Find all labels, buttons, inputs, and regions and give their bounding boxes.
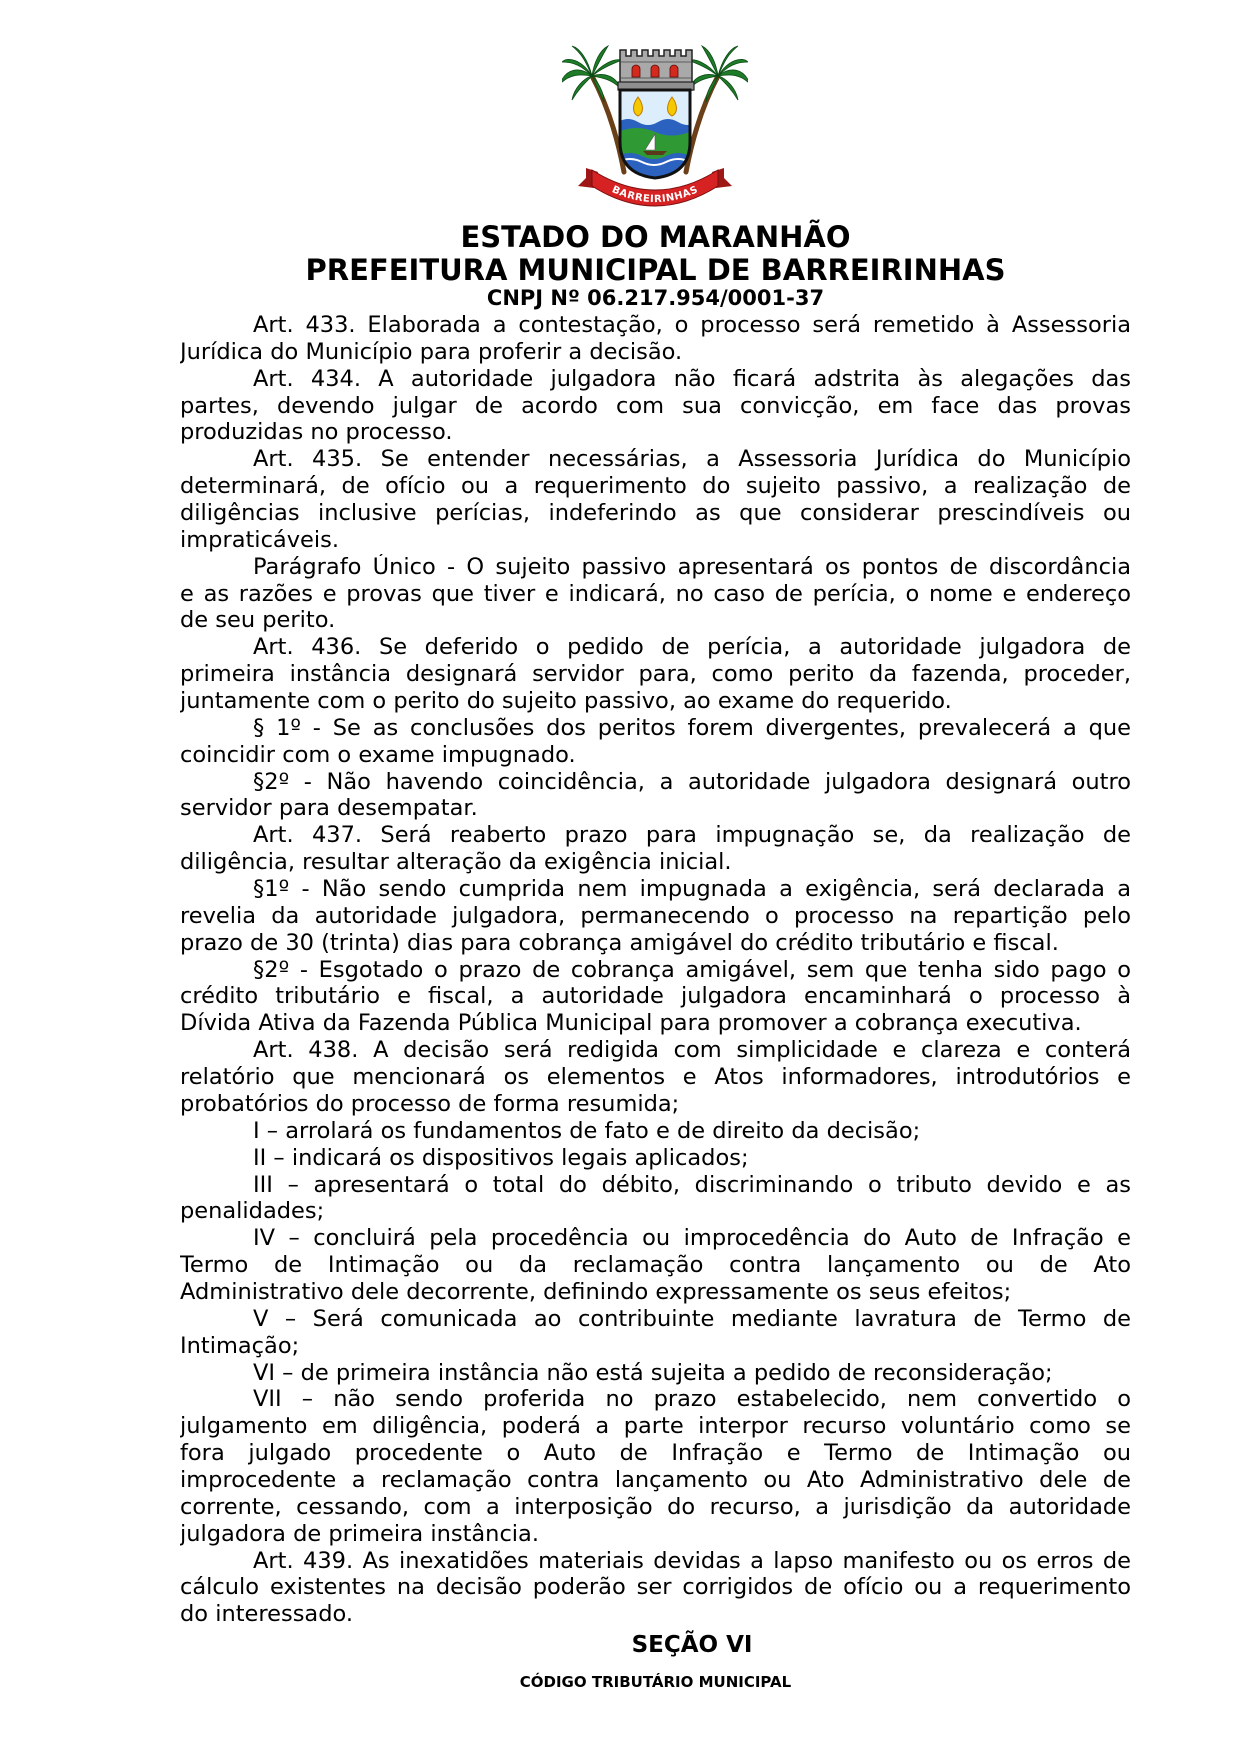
text-line: Administrativo dele decorrente, definindo expressamente os seus efeitos; [180,1278,1012,1305]
paragraph [180,312,1131,366]
text-line: Art. 439. As inexatidões materiais devidas a lapso manifesto ou os erros de [253,1547,1131,1574]
text-line: VI – de primeira instância não está sujeita a pedido de reconsideração; [253,1359,1053,1386]
mural-crown-icon [618,50,694,90]
paragraph [180,769,1131,823]
text-line: VII – não sendo proferida no prazo estabelecido, nem convertido o [253,1386,1131,1413]
text-line: Art. 438. A decisão será redigida com simplicidade e clareza e conterá [253,1037,1131,1064]
text-line: corrente, cessando, com a interposição do recurso, a jurisdição da autoridade [180,1493,1131,1520]
text-line: Art. 433. Elaborada a contestação, o processo será remetido à Assessoria [253,312,1131,338]
text-line: Parágrafo Único - O sujeito passivo apresentará os pontos de discordância [253,553,1131,580]
text-line: Dívida Ativa da Fazenda Pública Municipal para promover a cobrança executiva. [180,1010,1082,1037]
text-line: produzidas no processo. [180,419,453,446]
paragraph [180,446,1131,553]
text-line: Art. 435. Se entender necessárias, a Assessoria Jurídica do Município [253,446,1131,473]
text-line: diligência, resultar alteração da exigência inicial. [180,849,732,876]
ribbon-text: BARREIRINHAS [610,184,700,206]
text-line: improcedente a reclamação contra lançamento ou Ato Administrativo dele de [180,1466,1131,1493]
paragraph [180,1037,1131,1118]
text-line: probatórios do processo de forma resumida; [180,1090,680,1117]
body-text [180,312,1131,1628]
text-line: partes, devendo julgar de acordo com sua convicção, em face das provas [180,392,1131,419]
text-line: Jurídica do Município para proferir a decisão. [180,338,683,365]
coat-of-arms-icon [562,44,748,216]
text-line: determinará, de ofício ou a requerimento do sujeito passivo, a realização de [180,473,1131,500]
text-line: julgamento em diligência, poderá a parte interpor recurso voluntário como se [180,1413,1131,1440]
paragraph [180,366,1131,447]
text-line: revelia da autoridade julgadora, permanecendo o processo na repartição pelo [180,902,1131,929]
paragraph [180,876,1131,957]
paragraph [180,1548,1131,1629]
text-line: e as razões e provas que tiver e indicará, no caso de perícia, o nome e endereço [180,580,1131,607]
text-line: servidor para desempatar. [180,795,478,822]
paragraph [180,1172,1131,1226]
text-line: Art. 437. Será reaberto prazo para impugnação se, da realização de [253,822,1131,849]
palm-tree-left-icon [562,46,624,172]
text-line: julgadora de primeira instância. [180,1520,540,1547]
paragraph [180,957,1131,1038]
paragraph [180,1225,1131,1306]
paragraph [180,822,1131,876]
paragraph [180,554,1131,635]
text-line: fora julgado procedente o Auto de Infração e Termo de Intimação ou [180,1440,1131,1467]
text-line: Termo de Intimação ou da reclamação contra lançamento ou de Ato [180,1252,1131,1279]
text-line: IV – concluirá pela procedência ou improcedência do Auto de Infração e [253,1225,1131,1252]
palm-tree-right-icon [686,46,748,172]
text-line: primeira instância designará servidor para, como perito da fazenda, proceder, [180,661,1131,688]
text-line: diligências inclusive perícias, indeferindo as que considerar prescindíveis ou [180,500,1131,527]
text-line: crédito tributário e fiscal, a autoridade julgadora encaminhará o processo à [180,983,1131,1010]
text-line: §2º - Esgotado o prazo de cobrança amigável, sem que tenha sido pago o [253,956,1131,983]
text-line: penalidades; [180,1198,325,1225]
text-line: V – Será comunicada ao contribuinte mediante lavratura de Termo de [253,1305,1131,1332]
cnpj-line: CNPJ Nº 06.217.954/0001-37 [486,286,825,310]
city-hall-heading: PREFEITURA MUNICIPAL DE BARREIRINHAS [305,253,1006,287]
text-line: relatório que mencionará os elementos e Atos informadores, introdutórios e [180,1064,1131,1091]
text-line: Art. 436. Se deferido o pedido de perícia, a autoridade julgadora de [253,634,1131,661]
text-line: Intimação; [180,1332,300,1359]
text-line: §2º - Não havendo coincidência, a autoridade julgadora designará outro [253,768,1131,795]
state-heading: ESTADO DO MARANHÃO [460,220,851,254]
footer-title: CÓDIGO TRIBUTÁRIO MUNICIPAL [519,1673,792,1691]
paragraph [180,1145,1131,1172]
text-line: do interessado. [180,1601,354,1628]
text-line: prazo de 30 (trinta) dias para cobrança amigável do crédito tributário e fiscal. [180,929,1059,956]
text-line: I – arrolará os fundamentos de fato e de direito da decisão; [253,1117,921,1144]
paragraph [180,715,1131,769]
text-line: § 1º - Se as conclusões dos peritos forem divergentes, prevalecerá a que [253,714,1131,741]
text-line: II – indicará os dispositivos legais aplicados; [253,1144,749,1171]
paragraph [180,634,1131,715]
text-line: Art. 434. A autoridade julgadora não ficará adstrita às alegações das [253,365,1131,392]
paragraph [180,1386,1131,1547]
text-line: cálculo existentes na decisão poderão ser corrigidos de ofício ou a requerimento [180,1574,1131,1601]
paragraph [180,1360,1131,1387]
text-line: impraticáveis. [180,526,340,553]
text-line: coincidir com o exame impugnado. [180,741,576,768]
section-heading: SEÇÃO VI [631,1632,753,1658]
paragraph [180,1306,1131,1360]
text-line: §1º - Não sendo cumprida nem impugnada a exigência, será declarada a [253,876,1131,903]
text-line: juntamente com o perito do sujeito passivo, ao exame do requerido. [180,688,952,715]
text-line: de seu perito. [180,607,336,634]
paragraph [180,1118,1131,1145]
text-line: III – apresentará o total do débito, discriminando o tributo devido e as [253,1171,1131,1198]
